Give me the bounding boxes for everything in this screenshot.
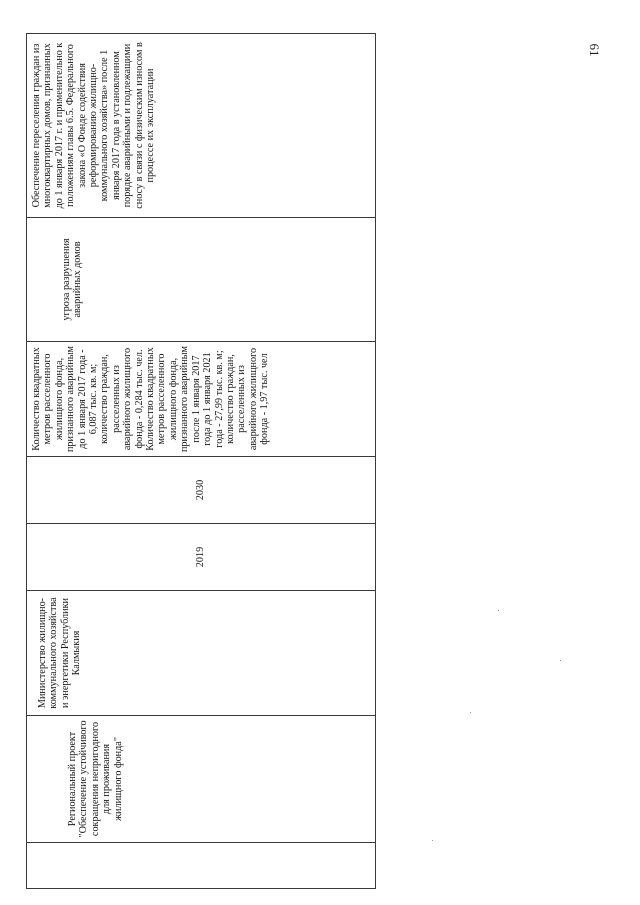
- rotated-landscape-content: [26, 34, 376, 889]
- scan-speck: [560, 660, 561, 661]
- table-row: [27, 34, 376, 889]
- risks-text: угроза разрушения аварийных домов: [61, 238, 84, 321]
- program-table: [26, 33, 376, 889]
- indicators-text: Количество квадратных метров расселенного жилищного фонда, признанного аварийным до 1 января 2017 года - 6,087 тыс. кв. м; количество граждан, расселенных из аварийного жилищного фонда - 0,284 тыс. чел. Количество квадратных метров расселенного жилищного фонда, признанного аварийным после 1 января 2017 года до 1 января 2021 года - 27,99 тыс. кв. м; количество граждан, расселенных из аварийного жилищного фонда - 1,97 тыс. чел: [31, 345, 271, 453]
- project-name-cell: [27, 716, 376, 843]
- end-year-cell: [27, 457, 376, 524]
- page-number: 61: [587, 43, 602, 57]
- goal-text: Обеспечение переселения граждан из многоквартирных домов, признанных до 1 января 2017 г. и применительно к положениям главы 6.5. Федерального закона «О Фонде содействия реформированию жилищно-коммунального хозяйства» после 1 января 2017 года в установленном порядке аварийными и подлежащими сносу в связи с физическим износом в процессе их эксплуатации: [31, 42, 157, 209]
- goal-cell: [27, 34, 376, 218]
- start-year-cell: [27, 524, 376, 591]
- document-page: [26, 34, 376, 889]
- scan-speck: [432, 840, 433, 841]
- responsible-executor-text: Министерство жилищно-коммунального хозяйства и энергетики Республики Калмыкия: [37, 597, 83, 709]
- project-name-text: Региональный проект "Обеспечение устойчивого сокращения непригодного для проживания жилищного фонда": [67, 720, 124, 838]
- responsible-executor-cell: [27, 591, 376, 716]
- scan-speck: [498, 610, 499, 611]
- row-number-cell: [27, 843, 376, 889]
- end-year-text: 2030: [195, 479, 207, 501]
- scan-speck: [470, 712, 471, 713]
- indicators-cell: [27, 342, 376, 457]
- risks-cell: [27, 218, 376, 342]
- start-year-text: 2019: [195, 546, 207, 568]
